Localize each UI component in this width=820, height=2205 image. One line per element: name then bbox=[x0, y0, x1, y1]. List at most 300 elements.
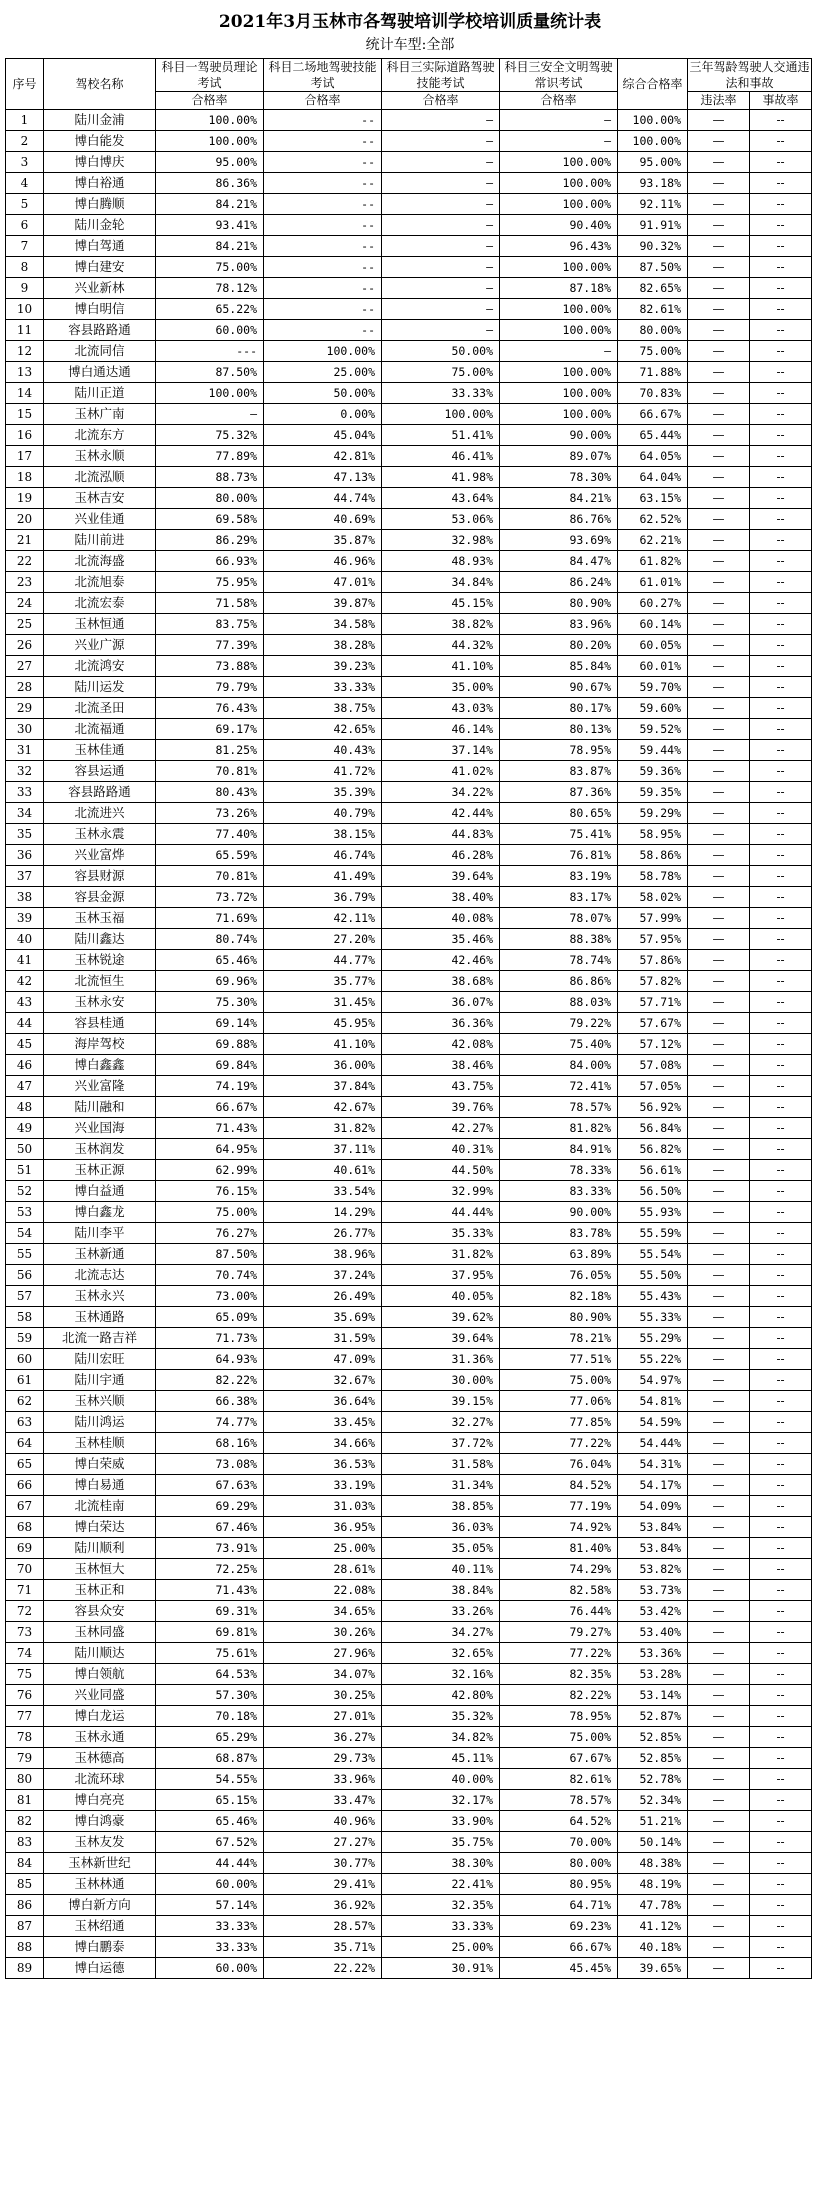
cell-k1-rate: 79.79% bbox=[156, 677, 264, 698]
table-row bbox=[6, 908, 812, 929]
cell-accident-rate: -- bbox=[750, 1874, 812, 1895]
cell-total-rate: 48.38% bbox=[618, 1853, 688, 1874]
cell-seq: 26 bbox=[6, 635, 44, 656]
cell-k1-rate: 70.81% bbox=[156, 866, 264, 887]
table-row bbox=[6, 1538, 812, 1559]
cell-violation-rate: — bbox=[688, 425, 750, 446]
cell-accident-rate: -- bbox=[750, 1706, 812, 1727]
cell-total-rate: 60.01% bbox=[618, 656, 688, 677]
cell-seq: 81 bbox=[6, 1790, 44, 1811]
cell-k2-rate: 39.87% bbox=[264, 593, 382, 614]
table-row bbox=[6, 467, 812, 488]
cell-violation-rate: — bbox=[688, 1832, 750, 1853]
cell-k1-rate: 65.15% bbox=[156, 1790, 264, 1811]
cell-school-name: 容县财源 bbox=[44, 866, 156, 887]
cell-violation-rate: — bbox=[688, 656, 750, 677]
table-row bbox=[6, 824, 812, 845]
cell-k2-rate: 42.81% bbox=[264, 446, 382, 467]
cell-k3-rate: 46.41% bbox=[382, 446, 500, 467]
cell-k3-safe-rate: 77.19% bbox=[500, 1496, 618, 1517]
cell-violation-rate: — bbox=[688, 173, 750, 194]
cell-violation-rate: — bbox=[688, 698, 750, 719]
table-row bbox=[6, 131, 812, 152]
cell-k3-rate: 50.00% bbox=[382, 341, 500, 362]
cell-total-rate: 53.28% bbox=[618, 1664, 688, 1685]
cell-k2-rate: -- bbox=[264, 173, 382, 194]
cell-k2-rate: 31.59% bbox=[264, 1328, 382, 1349]
cell-k2-rate: 22.08% bbox=[264, 1580, 382, 1601]
cell-total-rate: 57.08% bbox=[618, 1055, 688, 1076]
cell-k3-rate: 37.95% bbox=[382, 1265, 500, 1286]
cell-k3-safe-rate: 63.89% bbox=[500, 1244, 618, 1265]
cell-violation-rate: — bbox=[688, 1328, 750, 1349]
cell-k3-safe-rate: 75.40% bbox=[500, 1034, 618, 1055]
cell-k3-rate: 35.05% bbox=[382, 1538, 500, 1559]
cell-violation-rate: — bbox=[688, 1643, 750, 1664]
cell-k3-safe-rate: 100.00% bbox=[500, 173, 618, 194]
cell-k2-rate: 38.96% bbox=[264, 1244, 382, 1265]
cell-total-rate: 58.86% bbox=[618, 845, 688, 866]
cell-accident-rate: -- bbox=[750, 1160, 812, 1181]
cell-accident-rate: -- bbox=[750, 1307, 812, 1328]
cell-school-name: 玉林绍通 bbox=[44, 1916, 156, 1937]
cell-accident-rate: -- bbox=[750, 1517, 812, 1538]
cell-school-name: 兴业佳通 bbox=[44, 509, 156, 530]
table-row bbox=[6, 1664, 812, 1685]
cell-k3-rate: 41.98% bbox=[382, 467, 500, 488]
cell-accident-rate: -- bbox=[750, 593, 812, 614]
table-row bbox=[6, 782, 812, 803]
cell-total-rate: 55.43% bbox=[618, 1286, 688, 1307]
cell-total-rate: 54.31% bbox=[618, 1454, 688, 1475]
cell-k2-rate: 36.27% bbox=[264, 1727, 382, 1748]
cell-total-rate: 57.05% bbox=[618, 1076, 688, 1097]
cell-violation-rate: — bbox=[688, 1412, 750, 1433]
cell-k2-rate: 35.77% bbox=[264, 971, 382, 992]
header-pass-rate: 合格率 bbox=[500, 92, 618, 110]
report-title: 2021年3月玉林市各驾驶培训学校培训质量统计表 bbox=[218, 12, 602, 32]
cell-school-name: 北流泓顺 bbox=[44, 467, 156, 488]
cell-seq: 65 bbox=[6, 1454, 44, 1475]
cell-k1-rate: 33.33% bbox=[156, 1916, 264, 1937]
cell-total-rate: 75.00% bbox=[618, 341, 688, 362]
cell-k1-rate: 69.81% bbox=[156, 1622, 264, 1643]
cell-violation-rate: — bbox=[688, 404, 750, 425]
cell-k3-rate: 40.11% bbox=[382, 1559, 500, 1580]
cell-accident-rate: -- bbox=[750, 1895, 812, 1916]
cell-k3-rate: 35.33% bbox=[382, 1223, 500, 1244]
table-row bbox=[6, 845, 812, 866]
cell-violation-rate: — bbox=[688, 1790, 750, 1811]
cell-k3-safe-rate: 82.58% bbox=[500, 1580, 618, 1601]
cell-k3-rate: 75.00% bbox=[382, 362, 500, 383]
table-row bbox=[6, 1790, 812, 1811]
cell-violation-rate: — bbox=[688, 530, 750, 551]
cell-k3-safe-rate: 83.19% bbox=[500, 866, 618, 887]
cell-k3-safe-rate: 75.00% bbox=[500, 1727, 618, 1748]
cell-seq: 63 bbox=[6, 1412, 44, 1433]
cell-k3-rate: 39.62% bbox=[382, 1307, 500, 1328]
cell-seq: 58 bbox=[6, 1307, 44, 1328]
table-row bbox=[6, 530, 812, 551]
cell-accident-rate: -- bbox=[750, 1958, 812, 1979]
cell-school-name: 陆川金轮 bbox=[44, 215, 156, 236]
table-row bbox=[6, 1391, 812, 1412]
cell-k3-rate: 31.58% bbox=[382, 1454, 500, 1475]
cell-k1-rate: 66.38% bbox=[156, 1391, 264, 1412]
cell-total-rate: 93.18% bbox=[618, 173, 688, 194]
cell-school-name: 博白亮亮 bbox=[44, 1790, 156, 1811]
table-row bbox=[6, 509, 812, 530]
cell-k2-rate: 31.82% bbox=[264, 1118, 382, 1139]
cell-k3-rate: 44.44% bbox=[382, 1202, 500, 1223]
cell-accident-rate: -- bbox=[750, 1496, 812, 1517]
cell-k2-rate: 30.25% bbox=[264, 1685, 382, 1706]
cell-k1-rate: 69.14% bbox=[156, 1013, 264, 1034]
cell-k2-rate: 32.67% bbox=[264, 1370, 382, 1391]
cell-k2-rate: 28.61% bbox=[264, 1559, 382, 1580]
cell-k3-rate: 32.17% bbox=[382, 1790, 500, 1811]
cell-k2-rate: -- bbox=[264, 194, 382, 215]
cell-k3-rate: 34.84% bbox=[382, 572, 500, 593]
cell-violation-rate: — bbox=[688, 1706, 750, 1727]
cell-violation-rate: — bbox=[688, 1916, 750, 1937]
cell-total-rate: 56.50% bbox=[618, 1181, 688, 1202]
cell-accident-rate: -- bbox=[750, 530, 812, 551]
cell-total-rate: 51.21% bbox=[618, 1811, 688, 1832]
cell-k2-rate: 40.61% bbox=[264, 1160, 382, 1181]
cell-k3-safe-rate: 96.43% bbox=[500, 236, 618, 257]
cell-k1-rate: 71.69% bbox=[156, 908, 264, 929]
cell-school-name: 兴业国海 bbox=[44, 1118, 156, 1139]
cell-accident-rate: -- bbox=[750, 1055, 812, 1076]
cell-total-rate: 57.67% bbox=[618, 1013, 688, 1034]
cell-k1-rate: 65.46% bbox=[156, 1811, 264, 1832]
cell-total-rate: 52.85% bbox=[618, 1748, 688, 1769]
table-row bbox=[6, 929, 812, 950]
cell-total-rate: 53.82% bbox=[618, 1559, 688, 1580]
cell-total-rate: 55.29% bbox=[618, 1328, 688, 1349]
cell-k3-safe-rate: 76.04% bbox=[500, 1454, 618, 1475]
cell-total-rate: 57.86% bbox=[618, 950, 688, 971]
cell-k3-rate: 36.07% bbox=[382, 992, 500, 1013]
cell-accident-rate: -- bbox=[750, 971, 812, 992]
cell-accident-rate: -- bbox=[750, 1349, 812, 1370]
cell-seq: 39 bbox=[6, 908, 44, 929]
cell-total-rate: 70.83% bbox=[618, 383, 688, 404]
cell-seq: 7 bbox=[6, 236, 44, 257]
table-row bbox=[6, 173, 812, 194]
cell-total-rate: 59.29% bbox=[618, 803, 688, 824]
cell-violation-rate: — bbox=[688, 908, 750, 929]
cell-total-rate: 55.50% bbox=[618, 1265, 688, 1286]
cell-k1-rate: 95.00% bbox=[156, 152, 264, 173]
cell-total-rate: 54.09% bbox=[618, 1496, 688, 1517]
cell-school-name: 博白新方向 bbox=[44, 1895, 156, 1916]
table-row bbox=[6, 446, 812, 467]
table-row bbox=[6, 1622, 812, 1643]
header-pass-rate: 合格率 bbox=[382, 92, 500, 110]
cell-k3-safe-rate: — bbox=[500, 341, 618, 362]
cell-k3-safe-rate: 87.36% bbox=[500, 782, 618, 803]
cell-k3-rate: 33.26% bbox=[382, 1601, 500, 1622]
cell-k3-safe-rate: 79.27% bbox=[500, 1622, 618, 1643]
cell-accident-rate: -- bbox=[750, 1433, 812, 1454]
cell-k2-rate: 29.41% bbox=[264, 1874, 382, 1895]
cell-k3-safe-rate: 83.17% bbox=[500, 887, 618, 908]
cell-k3-safe-rate: 66.67% bbox=[500, 1937, 618, 1958]
cell-school-name: 北流福通 bbox=[44, 719, 156, 740]
cell-school-name: 玉林永震 bbox=[44, 824, 156, 845]
cell-k3-safe-rate: 78.57% bbox=[500, 1097, 618, 1118]
cell-k3-rate: 34.82% bbox=[382, 1727, 500, 1748]
cell-k1-rate: 64.93% bbox=[156, 1349, 264, 1370]
cell-k1-rate: 57.30% bbox=[156, 1685, 264, 1706]
cell-total-rate: 57.71% bbox=[618, 992, 688, 1013]
cell-k3-safe-rate: 81.82% bbox=[500, 1118, 618, 1139]
cell-accident-rate: -- bbox=[750, 1832, 812, 1853]
cell-total-rate: 59.60% bbox=[618, 698, 688, 719]
cell-k1-rate: 69.88% bbox=[156, 1034, 264, 1055]
table-row bbox=[6, 740, 812, 761]
cell-k3-rate: — bbox=[382, 236, 500, 257]
cell-k3-rate: 43.75% bbox=[382, 1076, 500, 1097]
cell-k2-rate: 38.75% bbox=[264, 698, 382, 719]
cell-school-name: 陆川融和 bbox=[44, 1097, 156, 1118]
cell-k3-safe-rate: 84.52% bbox=[500, 1475, 618, 1496]
table-row bbox=[6, 1937, 812, 1958]
cell-k2-rate: 26.49% bbox=[264, 1286, 382, 1307]
cell-school-name: 玉林德高 bbox=[44, 1748, 156, 1769]
cell-k1-rate: 77.89% bbox=[156, 446, 264, 467]
cell-total-rate: 60.05% bbox=[618, 635, 688, 656]
cell-k3-rate: 42.08% bbox=[382, 1034, 500, 1055]
cell-total-rate: 64.04% bbox=[618, 467, 688, 488]
cell-k3-safe-rate: 80.13% bbox=[500, 719, 618, 740]
cell-seq: 22 bbox=[6, 551, 44, 572]
cell-violation-rate: — bbox=[688, 1139, 750, 1160]
cell-k2-rate: 28.57% bbox=[264, 1916, 382, 1937]
cell-k1-rate: 64.53% bbox=[156, 1664, 264, 1685]
cell-k3-safe-rate: 78.33% bbox=[500, 1160, 618, 1181]
cell-accident-rate: -- bbox=[750, 992, 812, 1013]
cell-k3-safe-rate: 83.33% bbox=[500, 1181, 618, 1202]
table-row bbox=[6, 1265, 812, 1286]
cell-school-name: 博白运德 bbox=[44, 1958, 156, 1979]
table-row bbox=[6, 278, 812, 299]
cell-k3-safe-rate: 84.21% bbox=[500, 488, 618, 509]
cell-accident-rate: -- bbox=[750, 572, 812, 593]
cell-seq: 37 bbox=[6, 866, 44, 887]
cell-violation-rate: — bbox=[688, 1958, 750, 1979]
table-row bbox=[6, 677, 812, 698]
cell-k3-rate: — bbox=[382, 173, 500, 194]
cell-violation-rate: — bbox=[688, 803, 750, 824]
cell-k1-rate: 70.18% bbox=[156, 1706, 264, 1727]
cell-k2-rate: 34.07% bbox=[264, 1664, 382, 1685]
cell-k2-rate: 41.72% bbox=[264, 761, 382, 782]
cell-accident-rate: -- bbox=[750, 446, 812, 467]
cell-k3-rate: 42.44% bbox=[382, 803, 500, 824]
cell-k1-rate: 75.61% bbox=[156, 1643, 264, 1664]
cell-school-name: 北流志达 bbox=[44, 1265, 156, 1286]
table-row bbox=[6, 1349, 812, 1370]
cell-k3-rate: 40.08% bbox=[382, 908, 500, 929]
cell-accident-rate: -- bbox=[750, 887, 812, 908]
table-row bbox=[6, 1097, 812, 1118]
cell-total-rate: 47.78% bbox=[618, 1895, 688, 1916]
cell-school-name: 博白鸿豪 bbox=[44, 1811, 156, 1832]
cell-k2-rate: 47.09% bbox=[264, 1349, 382, 1370]
cell-k2-rate: 38.28% bbox=[264, 635, 382, 656]
cell-seq: 15 bbox=[6, 404, 44, 425]
cell-accident-rate: -- bbox=[750, 152, 812, 173]
cell-school-name: 玉林正和 bbox=[44, 1580, 156, 1601]
cell-school-name: 博白龙运 bbox=[44, 1706, 156, 1727]
table-row bbox=[6, 803, 812, 824]
cell-k2-rate: 42.67% bbox=[264, 1097, 382, 1118]
cell-accident-rate: -- bbox=[750, 1118, 812, 1139]
cell-k2-rate: 42.65% bbox=[264, 719, 382, 740]
table-row bbox=[6, 593, 812, 614]
table-row bbox=[6, 1685, 812, 1706]
cell-school-name: 玉林兴顺 bbox=[44, 1391, 156, 1412]
cell-school-name: 玉林永顺 bbox=[44, 446, 156, 467]
cell-k1-rate: 69.84% bbox=[156, 1055, 264, 1076]
table-row bbox=[6, 572, 812, 593]
cell-k2-rate: 40.69% bbox=[264, 509, 382, 530]
header-k3-safe: 科目三安全文明驾驶常识考试 bbox=[500, 59, 618, 92]
cell-school-name: 陆川李平 bbox=[44, 1223, 156, 1244]
header-three-year: 三年驾龄驾驶人交通违法和事故 bbox=[689, 60, 810, 90]
table-row bbox=[6, 1643, 812, 1664]
cell-seq: 59 bbox=[6, 1328, 44, 1349]
cell-k3-safe-rate: 83.96% bbox=[500, 614, 618, 635]
cell-accident-rate: -- bbox=[750, 1748, 812, 1769]
cell-accident-rate: -- bbox=[750, 194, 812, 215]
cell-total-rate: 71.88% bbox=[618, 362, 688, 383]
cell-seq: 9 bbox=[6, 278, 44, 299]
cell-total-rate: 55.33% bbox=[618, 1307, 688, 1328]
table-row bbox=[6, 1517, 812, 1538]
cell-k3-safe-rate: 100.00% bbox=[500, 362, 618, 383]
cell-total-rate: 82.65% bbox=[618, 278, 688, 299]
cell-violation-rate: — bbox=[688, 1874, 750, 1895]
cell-total-rate: 62.52% bbox=[618, 509, 688, 530]
cell-accident-rate: -- bbox=[750, 1391, 812, 1412]
cell-violation-rate: — bbox=[688, 1181, 750, 1202]
cell-seq: 47 bbox=[6, 1076, 44, 1097]
cell-k3-rate: 44.50% bbox=[382, 1160, 500, 1181]
table-row bbox=[6, 1475, 812, 1496]
cell-seq: 2 bbox=[6, 131, 44, 152]
cell-accident-rate: -- bbox=[750, 509, 812, 530]
cell-k2-rate: 45.95% bbox=[264, 1013, 382, 1034]
cell-seq: 28 bbox=[6, 677, 44, 698]
cell-accident-rate: -- bbox=[750, 1223, 812, 1244]
cell-k1-rate: 69.17% bbox=[156, 719, 264, 740]
cell-k3-rate: 53.06% bbox=[382, 509, 500, 530]
cell-k3-rate: 43.03% bbox=[382, 698, 500, 719]
header-pass-rate: 合格率 bbox=[156, 92, 264, 110]
cell-k3-safe-rate: 82.35% bbox=[500, 1664, 618, 1685]
cell-accident-rate: -- bbox=[750, 110, 812, 131]
cell-school-name: 兴业广源 bbox=[44, 635, 156, 656]
cell-seq: 55 bbox=[6, 1244, 44, 1265]
cell-k3-rate: 44.83% bbox=[382, 824, 500, 845]
cell-seq: 32 bbox=[6, 761, 44, 782]
cell-seq: 27 bbox=[6, 656, 44, 677]
cell-k2-rate: 26.77% bbox=[264, 1223, 382, 1244]
cell-k2-rate: 44.74% bbox=[264, 488, 382, 509]
table-row bbox=[6, 1013, 812, 1034]
cell-k1-rate: 66.67% bbox=[156, 1097, 264, 1118]
table-row bbox=[6, 1055, 812, 1076]
cell-seq: 50 bbox=[6, 1139, 44, 1160]
cell-k2-rate: 35.39% bbox=[264, 782, 382, 803]
cell-k3-safe-rate: 78.07% bbox=[500, 908, 618, 929]
cell-school-name: 海岸驾校 bbox=[44, 1034, 156, 1055]
cell-k3-safe-rate: 100.00% bbox=[500, 299, 618, 320]
cell-violation-rate: — bbox=[688, 551, 750, 572]
cell-violation-rate: — bbox=[688, 572, 750, 593]
cell-k2-rate: 27.20% bbox=[264, 929, 382, 950]
cell-k1-rate: 76.15% bbox=[156, 1181, 264, 1202]
cell-k1-rate: 70.74% bbox=[156, 1265, 264, 1286]
cell-violation-rate: — bbox=[688, 1349, 750, 1370]
cell-k1-rate: 74.77% bbox=[156, 1412, 264, 1433]
cell-k3-safe-rate: 45.45% bbox=[500, 1958, 618, 1979]
cell-k3-rate: 36.03% bbox=[382, 1517, 500, 1538]
cell-school-name: 北流旭泰 bbox=[44, 572, 156, 593]
cell-violation-rate: — bbox=[688, 110, 750, 131]
cell-k3-rate: 44.32% bbox=[382, 635, 500, 656]
cell-k2-rate: 35.69% bbox=[264, 1307, 382, 1328]
cell-k1-rate: 73.91% bbox=[156, 1538, 264, 1559]
cell-total-rate: 57.99% bbox=[618, 908, 688, 929]
cell-seq: 79 bbox=[6, 1748, 44, 1769]
table-row bbox=[6, 1181, 812, 1202]
cell-k3-rate: 32.98% bbox=[382, 530, 500, 551]
cell-school-name: 博白建安 bbox=[44, 257, 156, 278]
cell-seq: 21 bbox=[6, 530, 44, 551]
table-row bbox=[6, 1769, 812, 1790]
cell-k3-safe-rate: 86.76% bbox=[500, 509, 618, 530]
cell-violation-rate: — bbox=[688, 1160, 750, 1181]
cell-total-rate: 59.35% bbox=[618, 782, 688, 803]
cell-school-name: 容县运通 bbox=[44, 761, 156, 782]
cell-violation-rate: — bbox=[688, 320, 750, 341]
cell-k3-safe-rate: 80.20% bbox=[500, 635, 618, 656]
cell-accident-rate: -- bbox=[750, 1853, 812, 1874]
cell-k3-safe-rate: 80.00% bbox=[500, 1853, 618, 1874]
cell-k3-rate: 30.91% bbox=[382, 1958, 500, 1979]
cell-total-rate: 54.97% bbox=[618, 1370, 688, 1391]
cell-violation-rate: — bbox=[688, 1727, 750, 1748]
cell-total-rate: 56.61% bbox=[618, 1160, 688, 1181]
cell-k3-rate: 38.68% bbox=[382, 971, 500, 992]
cell-violation-rate: — bbox=[688, 467, 750, 488]
cell-k2-rate: 33.96% bbox=[264, 1769, 382, 1790]
cell-accident-rate: -- bbox=[750, 719, 812, 740]
cell-school-name: 陆川鸿运 bbox=[44, 1412, 156, 1433]
cell-seq: 84 bbox=[6, 1853, 44, 1874]
cell-total-rate: 57.82% bbox=[618, 971, 688, 992]
cell-k2-rate: 36.00% bbox=[264, 1055, 382, 1076]
cell-accident-rate: -- bbox=[750, 824, 812, 845]
table-row bbox=[6, 1412, 812, 1433]
cell-total-rate: 54.81% bbox=[618, 1391, 688, 1412]
